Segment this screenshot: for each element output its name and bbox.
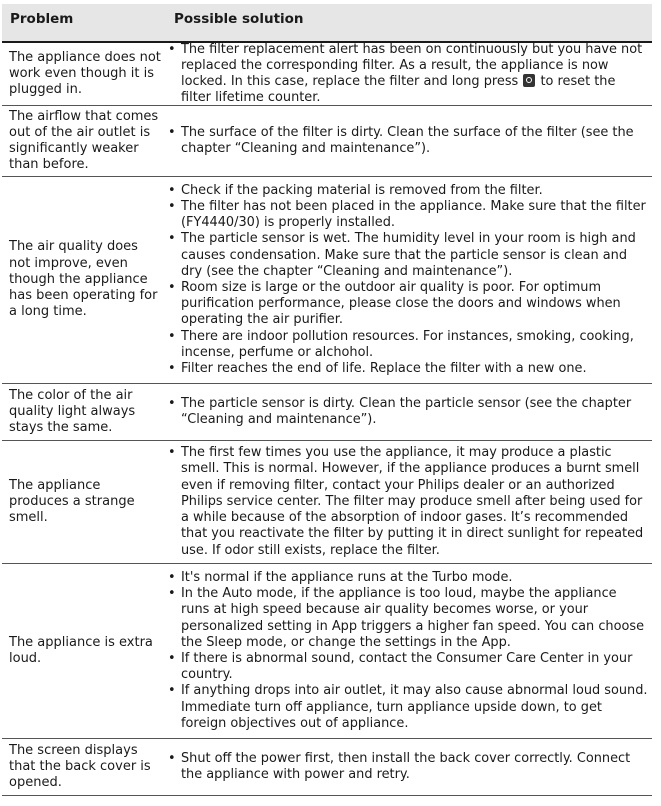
table-header (2, 4, 652, 43)
problem-cell: The appliance does not work even though it is plugged in. (9, 49, 161, 98)
solution-item: • The particle sensor is dirty. Clean the particle sensor (see the chapter “Cleaning and maintenance”). (167, 396, 648, 428)
solution-column-header: Possible solution (174, 11, 304, 27)
solution-list (167, 751, 648, 783)
solution-list (167, 42, 648, 107)
table-row (2, 441, 652, 564)
solution-list (167, 445, 648, 558)
solution-list (167, 125, 648, 157)
problem-cell: The air quality does not improve, even though the appliance has been operating for a long time. (9, 239, 158, 320)
table-row (2, 384, 652, 441)
solution-list (167, 183, 648, 377)
solution-item: • In the Auto mode, if the appliance is too loud, maybe the appliance runs at high speed because air quality becomes worse, or your personalized setting in App triggers a higher fan speed. You can choose the Sleep mode, or change the settings in the App. (167, 586, 648, 651)
solution-cell (167, 43, 652, 105)
table-row (2, 177, 652, 384)
solution-item: • Room size is large or the outdoor air quality is poor. For optimum purification performance, please close the doors and windows when operating the air purifier. (167, 280, 648, 329)
solution-item: • The particle sensor is wet. The humidity level in your room is high and causes condensation. Make sure that the particle sensor is clean and dry (see the chapter “Cleaning and maintenance”). (167, 231, 648, 280)
solution-cell (167, 739, 652, 795)
solution-cell (167, 564, 652, 738)
solution-list (167, 396, 648, 428)
problem-cell: The screen displays that the back cover is opened. (9, 742, 151, 791)
table-row (2, 739, 652, 796)
problem-cell: The airflow that comes out of the air outlet is significantly weaker than before. (9, 108, 159, 173)
solution-item: • The filter has not been placed in the appliance. Make sure that the filter (FY4440/30) is properly installed. (167, 199, 648, 231)
table-row (2, 43, 652, 106)
solution-list (167, 570, 648, 732)
troubleshooting-table (2, 4, 652, 796)
solution-cell (167, 441, 652, 563)
problem-cell: The appliance is extra loud. (9, 634, 153, 666)
problem-cell: The color of the air quality light always stays the same. (9, 387, 136, 436)
table-row (2, 564, 652, 739)
filter-reset-icon (523, 74, 535, 87)
problem-cell: The appliance produces a strange smell. (9, 477, 135, 526)
solution-item: • The surface of the filter is dirty. Clean the surface of the filter (see the chapter “Cleaning and maintenance”). (167, 125, 648, 157)
solution-item: • The filter replacement alert has been on continuously but you have not replaced the corresponding filter. As a result, the appliance is now locked. In this case, replace the filter and long press to reset the filter lifetime counter. (167, 42, 648, 107)
solution-item: • The first few times you use the appliance, it may produce a plastic smell. This is normal. However, if the appliance produces a burnt smell even if removing filter, contact your Philips dealer or an authorized Philips service center. The filter may produce smell after being used for a while because of the absorption of indoor gases. It’s recommended that you reactivate the filter by putting it in direct sunlight for repeated use. If odor still exists, replace the filter. (167, 445, 648, 558)
solution-item: • Shut off the power first, then install the back cover correctly. Connect the appliance with power and retry. (167, 751, 648, 783)
solution-cell (167, 106, 652, 176)
solution-item: • There are indoor pollution resources. For instances, smoking, cooking, incense, perfume or alchohol. (167, 329, 648, 361)
solution-item: • If there is abnormal sound, contact the Consumer Care Center in your country. (167, 651, 648, 683)
problem-column-header: Problem (10, 11, 74, 27)
table-row (2, 106, 652, 177)
solution-cell (167, 384, 652, 440)
solution-item: • It's normal if the appliance runs at the Turbo mode. (167, 570, 648, 586)
solution-item: • If anything drops into air outlet, it may also cause abnormal loud sound. Immediate turn off appliance, turn appliance upside down, to get foreign objectives out of appliance. (167, 683, 648, 732)
solution-cell (167, 177, 652, 383)
solution-item: • Check if the packing material is removed from the filter. (167, 183, 648, 199)
solution-item: • Filter reaches the end of life. Replace the filter with a new one. (167, 361, 648, 377)
